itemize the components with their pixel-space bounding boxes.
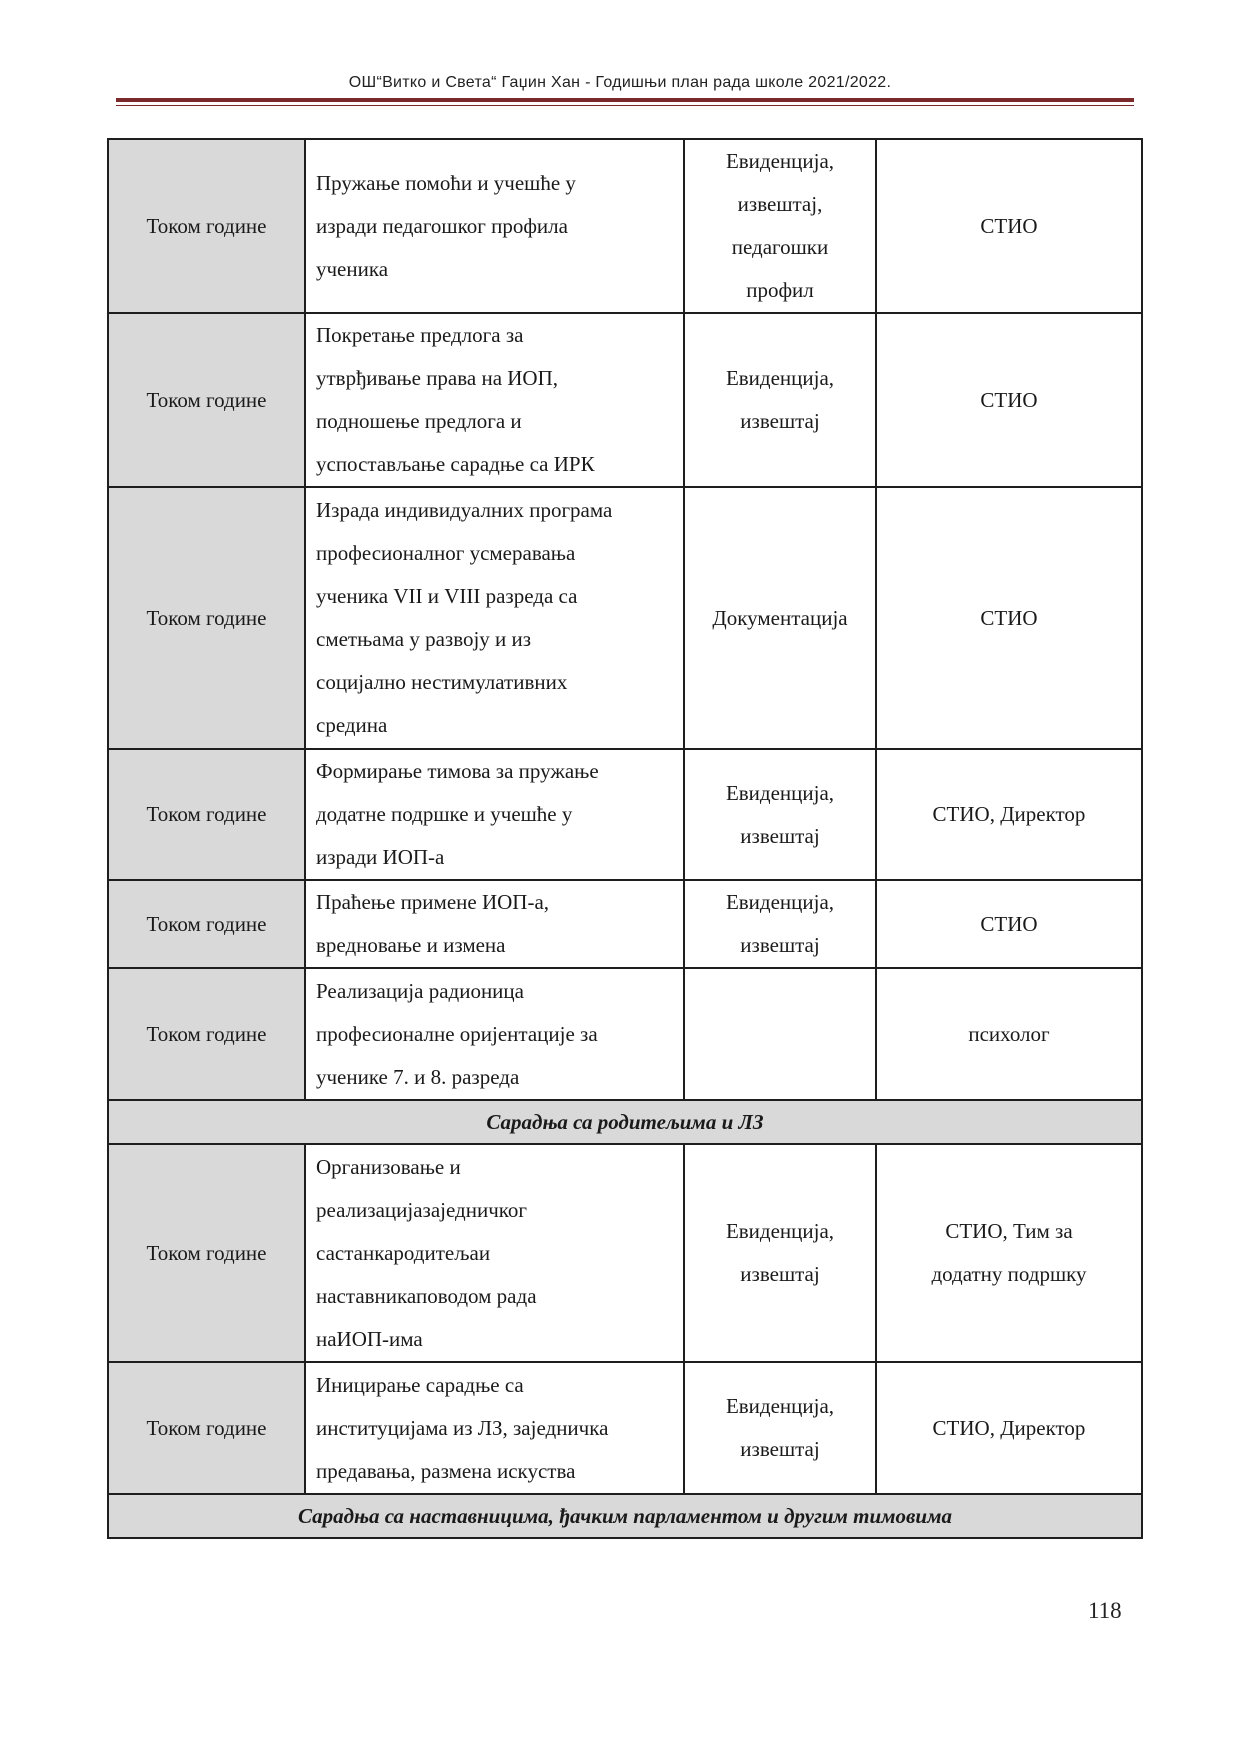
activity-line: ученика VII и VIII разреда са <box>316 584 578 608</box>
responsible-cell <box>876 139 1142 313</box>
activity-line: подношење предлога и <box>316 409 522 433</box>
responsible-line: СТИО <box>980 911 1038 936</box>
responsible-cell <box>876 749 1142 880</box>
activity-cell <box>305 139 684 313</box>
documentation-cell <box>684 313 876 487</box>
section-heading: Сарадња са родитељима и ЛЗ <box>108 1100 1142 1144</box>
activity-cell <box>305 1144 684 1362</box>
responsible-line: СТИО <box>980 387 1038 412</box>
table-row <box>108 880 1142 968</box>
activity-cell <box>305 313 684 487</box>
activity-line: Реализација радионица <box>316 978 524 1003</box>
activity-line: додатне подршке и учешће у <box>316 802 573 826</box>
time-cell: Током године <box>108 313 305 487</box>
page-header: ОШ“Витко и Света“ Гаџин Хан - Годишњи план рада школе 2021/2022. <box>348 74 892 91</box>
documentation-cell <box>684 487 876 749</box>
responsible-cell <box>876 968 1142 1100</box>
activity-line: ученика <box>316 256 389 281</box>
activity-cell <box>305 749 684 880</box>
time-cell: Током године <box>108 1144 305 1362</box>
documentation-cell <box>684 1144 876 1362</box>
activity-line: Израда индивидуалних програма <box>316 498 613 522</box>
documentation-line: извештај <box>740 1437 820 1461</box>
plan-table <box>107 138 1143 1539</box>
activity-line: институцијама из ЛЗ, заједничка <box>316 1415 609 1440</box>
activity-line: успостављање сарадње са ИРК <box>316 452 595 476</box>
activity-line: Пружање помоћи и учешће у <box>316 170 576 195</box>
time-cell: Током године <box>108 1362 305 1494</box>
section-row <box>108 1494 1142 1538</box>
activity-line: реализацијазаједничког <box>316 1197 528 1222</box>
documentation-cell <box>684 880 876 968</box>
responsible-line: СТИО, Тим за <box>945 1219 1073 1243</box>
documentation-line: извештај, <box>737 192 823 216</box>
responsible-line: СТИО <box>980 605 1038 630</box>
table-row <box>108 487 1142 749</box>
documentation-line: педагошки <box>731 235 829 259</box>
activity-line: наИОП-има <box>316 1326 423 1351</box>
activity-cell <box>305 880 684 968</box>
documentation-line: извештај <box>740 409 820 433</box>
responsible-cell <box>876 1144 1142 1362</box>
table-row <box>108 313 1142 487</box>
documentation-line: извештај <box>740 1262 820 1286</box>
responsible-cell <box>876 313 1142 487</box>
documentation-line: профил <box>746 278 814 302</box>
documentation-line: Евиденција, <box>725 890 835 914</box>
documentation-line: извештај <box>740 933 820 957</box>
responsible-line: психолог <box>968 1021 1050 1046</box>
documentation-line: Евиденција, <box>725 780 835 805</box>
table-row <box>108 1144 1142 1362</box>
activity-cell <box>305 487 684 749</box>
responsible-line: СТИО, Директор <box>932 802 1086 826</box>
time-cell: Током године <box>108 968 305 1100</box>
table-row <box>108 749 1142 880</box>
responsible-cell <box>876 880 1142 968</box>
documentation-line: Евиденција, <box>725 1219 835 1243</box>
documentation-line: извештај <box>740 823 820 848</box>
documentation-cell <box>684 749 876 880</box>
activity-line: социјално нестимулативних <box>316 670 568 694</box>
activity-line: предавања, размена искуства <box>316 1458 576 1483</box>
documentation-line: Евиденција, <box>725 1394 835 1418</box>
activity-cell <box>305 1362 684 1494</box>
activity-line: Праћење примене ИОП-а, <box>316 890 550 914</box>
documentation-line: Евиденција, <box>725 149 835 173</box>
activity-line: утврђивање права на ИОП, <box>316 366 559 390</box>
time-cell: Током године <box>108 487 305 749</box>
section-heading: Сарадња са наставницима, ђачким парламентом и другим тимовима <box>108 1494 1142 1538</box>
activity-line: професионалног усмеравања <box>316 541 576 565</box>
table-row <box>108 139 1142 313</box>
time-cell: Током године <box>108 749 305 880</box>
documentation-line: Документација <box>712 605 848 630</box>
header-rule-thin <box>116 105 1134 106</box>
activity-line: сметњама у развоју и из <box>316 627 532 651</box>
activity-line: изради ИОП-а <box>316 845 445 869</box>
documentation-cell <box>684 139 876 313</box>
activity-line: Формирање тимова за пружање <box>316 759 599 783</box>
activity-line: наставникаповодом рада <box>316 1283 537 1308</box>
responsible-cell <box>876 487 1142 749</box>
time-cell: Током године <box>108 139 305 313</box>
activity-line: професионалне оријентације за <box>316 1021 598 1046</box>
activity-line: Покретање предлога за <box>316 323 524 347</box>
time-cell: Током године <box>108 880 305 968</box>
page-number: 118 <box>1088 1598 1122 1623</box>
documentation-cell <box>684 1362 876 1494</box>
responsible-line: СТИО, Директор <box>932 1415 1086 1440</box>
table-row <box>108 968 1142 1100</box>
responsible-cell <box>876 1362 1142 1494</box>
activity-line: ученике 7. и 8. разреда <box>316 1064 520 1089</box>
section-row <box>108 1100 1142 1144</box>
documentation-cell <box>684 968 876 1100</box>
header-rule-thick <box>116 98 1134 102</box>
plan-table-body <box>108 139 1142 1538</box>
activity-line: састанкародитељаи <box>316 1240 491 1265</box>
activity-line: изради педагошког профила <box>316 213 568 238</box>
responsible-line: СТИО <box>980 213 1038 238</box>
table-row <box>108 1362 1142 1494</box>
responsible-line: додатну подршку <box>931 1262 1087 1286</box>
activity-line: Организовање и <box>316 1154 461 1179</box>
documentation-line: Евиденција, <box>725 366 835 390</box>
activity-cell <box>305 968 684 1100</box>
activity-line: Иницирање сарадње са <box>316 1372 524 1397</box>
activity-line: вредновање и измена <box>316 933 506 957</box>
activity-line: средина <box>316 713 388 737</box>
